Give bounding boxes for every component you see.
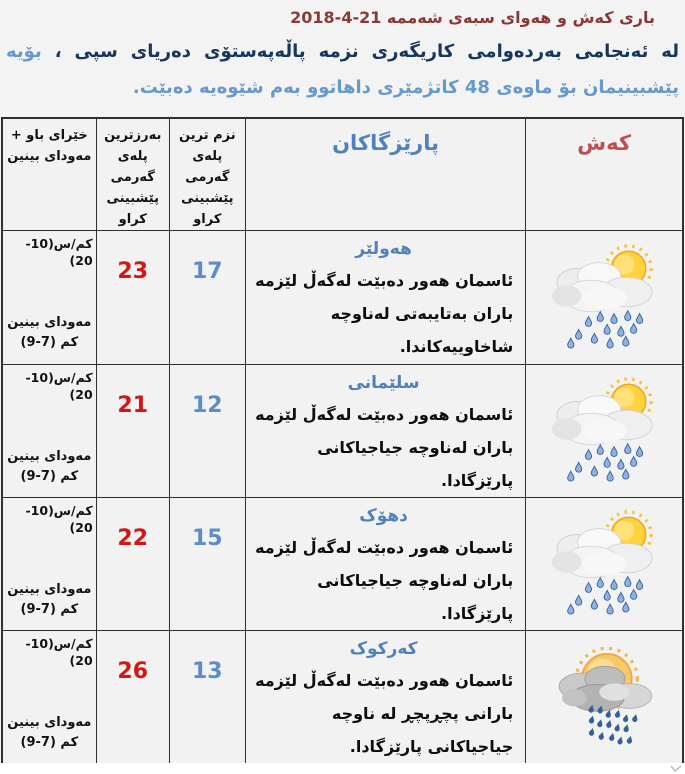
province-cell bbox=[245, 231, 525, 365]
report-date-title: باری کەش و هەوای سبەی شەممە 21-4-2018 bbox=[290, 8, 655, 27]
wind-cell bbox=[2, 498, 96, 631]
low-temp-value: 15 bbox=[169, 498, 245, 631]
report-titles bbox=[0, 0, 685, 117]
header-wind-visibility: خێرای باو + مەودای بینین bbox=[2, 118, 96, 231]
visibility-label: مەودای بینین bbox=[7, 582, 92, 597]
forecast-text: ئاسمان هەور دەبێت لەگەڵ لێزمە باران بەتایبەتی لەناوچە شاخاوییەکاندا. bbox=[255, 271, 514, 356]
province-cell bbox=[245, 631, 525, 765]
wind-speed-range: کم/س(10-20) bbox=[25, 370, 93, 402]
visibility-label: مەودای بینین bbox=[7, 315, 92, 330]
wind-cell bbox=[2, 365, 96, 498]
visibility-label: مەودای بینین bbox=[7, 449, 92, 464]
sun-dark-cloud-heavy-rain-icon bbox=[542, 638, 666, 756]
visibility-range: کم (7-9) bbox=[20, 469, 79, 484]
forecast-row-duhok bbox=[2, 498, 683, 631]
low-temp-value: 17 bbox=[169, 231, 245, 365]
weather-cell bbox=[526, 231, 683, 365]
high-temp-value: 21 bbox=[96, 365, 169, 498]
sun-cloud-rain-icon bbox=[540, 374, 668, 488]
wind-speed-range: کم/س(10-20) bbox=[25, 236, 93, 268]
weather-cell bbox=[526, 498, 683, 631]
low-temp-value: 13 bbox=[169, 631, 245, 765]
forecast-row-sulaymaniyah bbox=[2, 365, 683, 498]
high-temp-value: 26 bbox=[96, 631, 169, 765]
weather-cell bbox=[526, 631, 683, 765]
header-weather: کەش bbox=[526, 118, 683, 231]
forecast-text: ئاسمان هەور دەبێت لەگەڵ لێزمە بارانی پچڕپچڕ لە ناوچە جیاجیاکانی پارێزگادا. bbox=[255, 671, 514, 756]
table-header-row bbox=[2, 118, 683, 231]
city-name: هەولێر bbox=[355, 239, 412, 259]
forecast-table bbox=[1, 117, 684, 765]
sun-cloud-rain-icon bbox=[540, 241, 668, 355]
city-name: کەرکوک bbox=[349, 639, 418, 659]
forecast-row-kirkuk bbox=[2, 631, 683, 765]
sun-cloud-rain-icon bbox=[540, 507, 668, 621]
header-provinces: پارێزگاکان bbox=[245, 118, 525, 231]
header-low-temp: نزم ترین پلەی گەرمی پێشبینی کراو bbox=[169, 118, 245, 231]
wind-cell bbox=[2, 231, 96, 365]
city-name: سلێمانی bbox=[347, 373, 420, 393]
high-temp-value: 23 bbox=[96, 231, 169, 365]
wind-cell bbox=[2, 631, 96, 765]
header-high-temp: بەرزترین پلەی گەرمی پێشبینی کراو bbox=[96, 118, 169, 231]
city-name: دهۆک bbox=[359, 506, 408, 526]
forecast-row-erbil bbox=[2, 231, 683, 365]
visibility-range: کم (7-9) bbox=[20, 735, 79, 750]
visibility-range: کم (7-9) bbox=[20, 602, 79, 617]
high-temp-value: 22 bbox=[96, 498, 169, 631]
forecast-text: ئاسمان هەور دەبێت لەگەڵ لێزمە باران لەناوچە جیاجیاکانی پارێزگادا. bbox=[255, 538, 514, 623]
wind-speed-range: کم/س(10-20) bbox=[25, 636, 93, 668]
visibility-label: مەودای بینین bbox=[7, 715, 92, 730]
forecast-text: ئاسمان هەور دەبێت لەگەڵ لێزمە باران لەناوچە جیاجیاکانی پارێزگادا. bbox=[255, 405, 514, 490]
low-temp-value: 12 bbox=[169, 365, 245, 498]
report-intro-line2: پێشبینیمان بۆ ماوەی 48 کاتژمێری داهاتوو بەم شێوەیە دەبێت. bbox=[132, 77, 679, 98]
wind-speed-range: کم/س(10-20) bbox=[25, 503, 93, 535]
corner-artifact-mark bbox=[670, 764, 683, 773]
report-intro-line bbox=[0, 37, 685, 67]
province-cell bbox=[245, 365, 525, 498]
intro-dark-text: لە ئەنجامی بەردەوامی کاریگەری نزمە پاڵەپەستۆی دەریای سپی ، bbox=[54, 41, 679, 62]
province-cell bbox=[245, 498, 525, 631]
visibility-range: کم (7-9) bbox=[20, 335, 79, 350]
bottom-margin bbox=[0, 763, 685, 774]
weather-cell bbox=[526, 365, 683, 498]
intro-light-text: بۆیە bbox=[6, 41, 42, 62]
